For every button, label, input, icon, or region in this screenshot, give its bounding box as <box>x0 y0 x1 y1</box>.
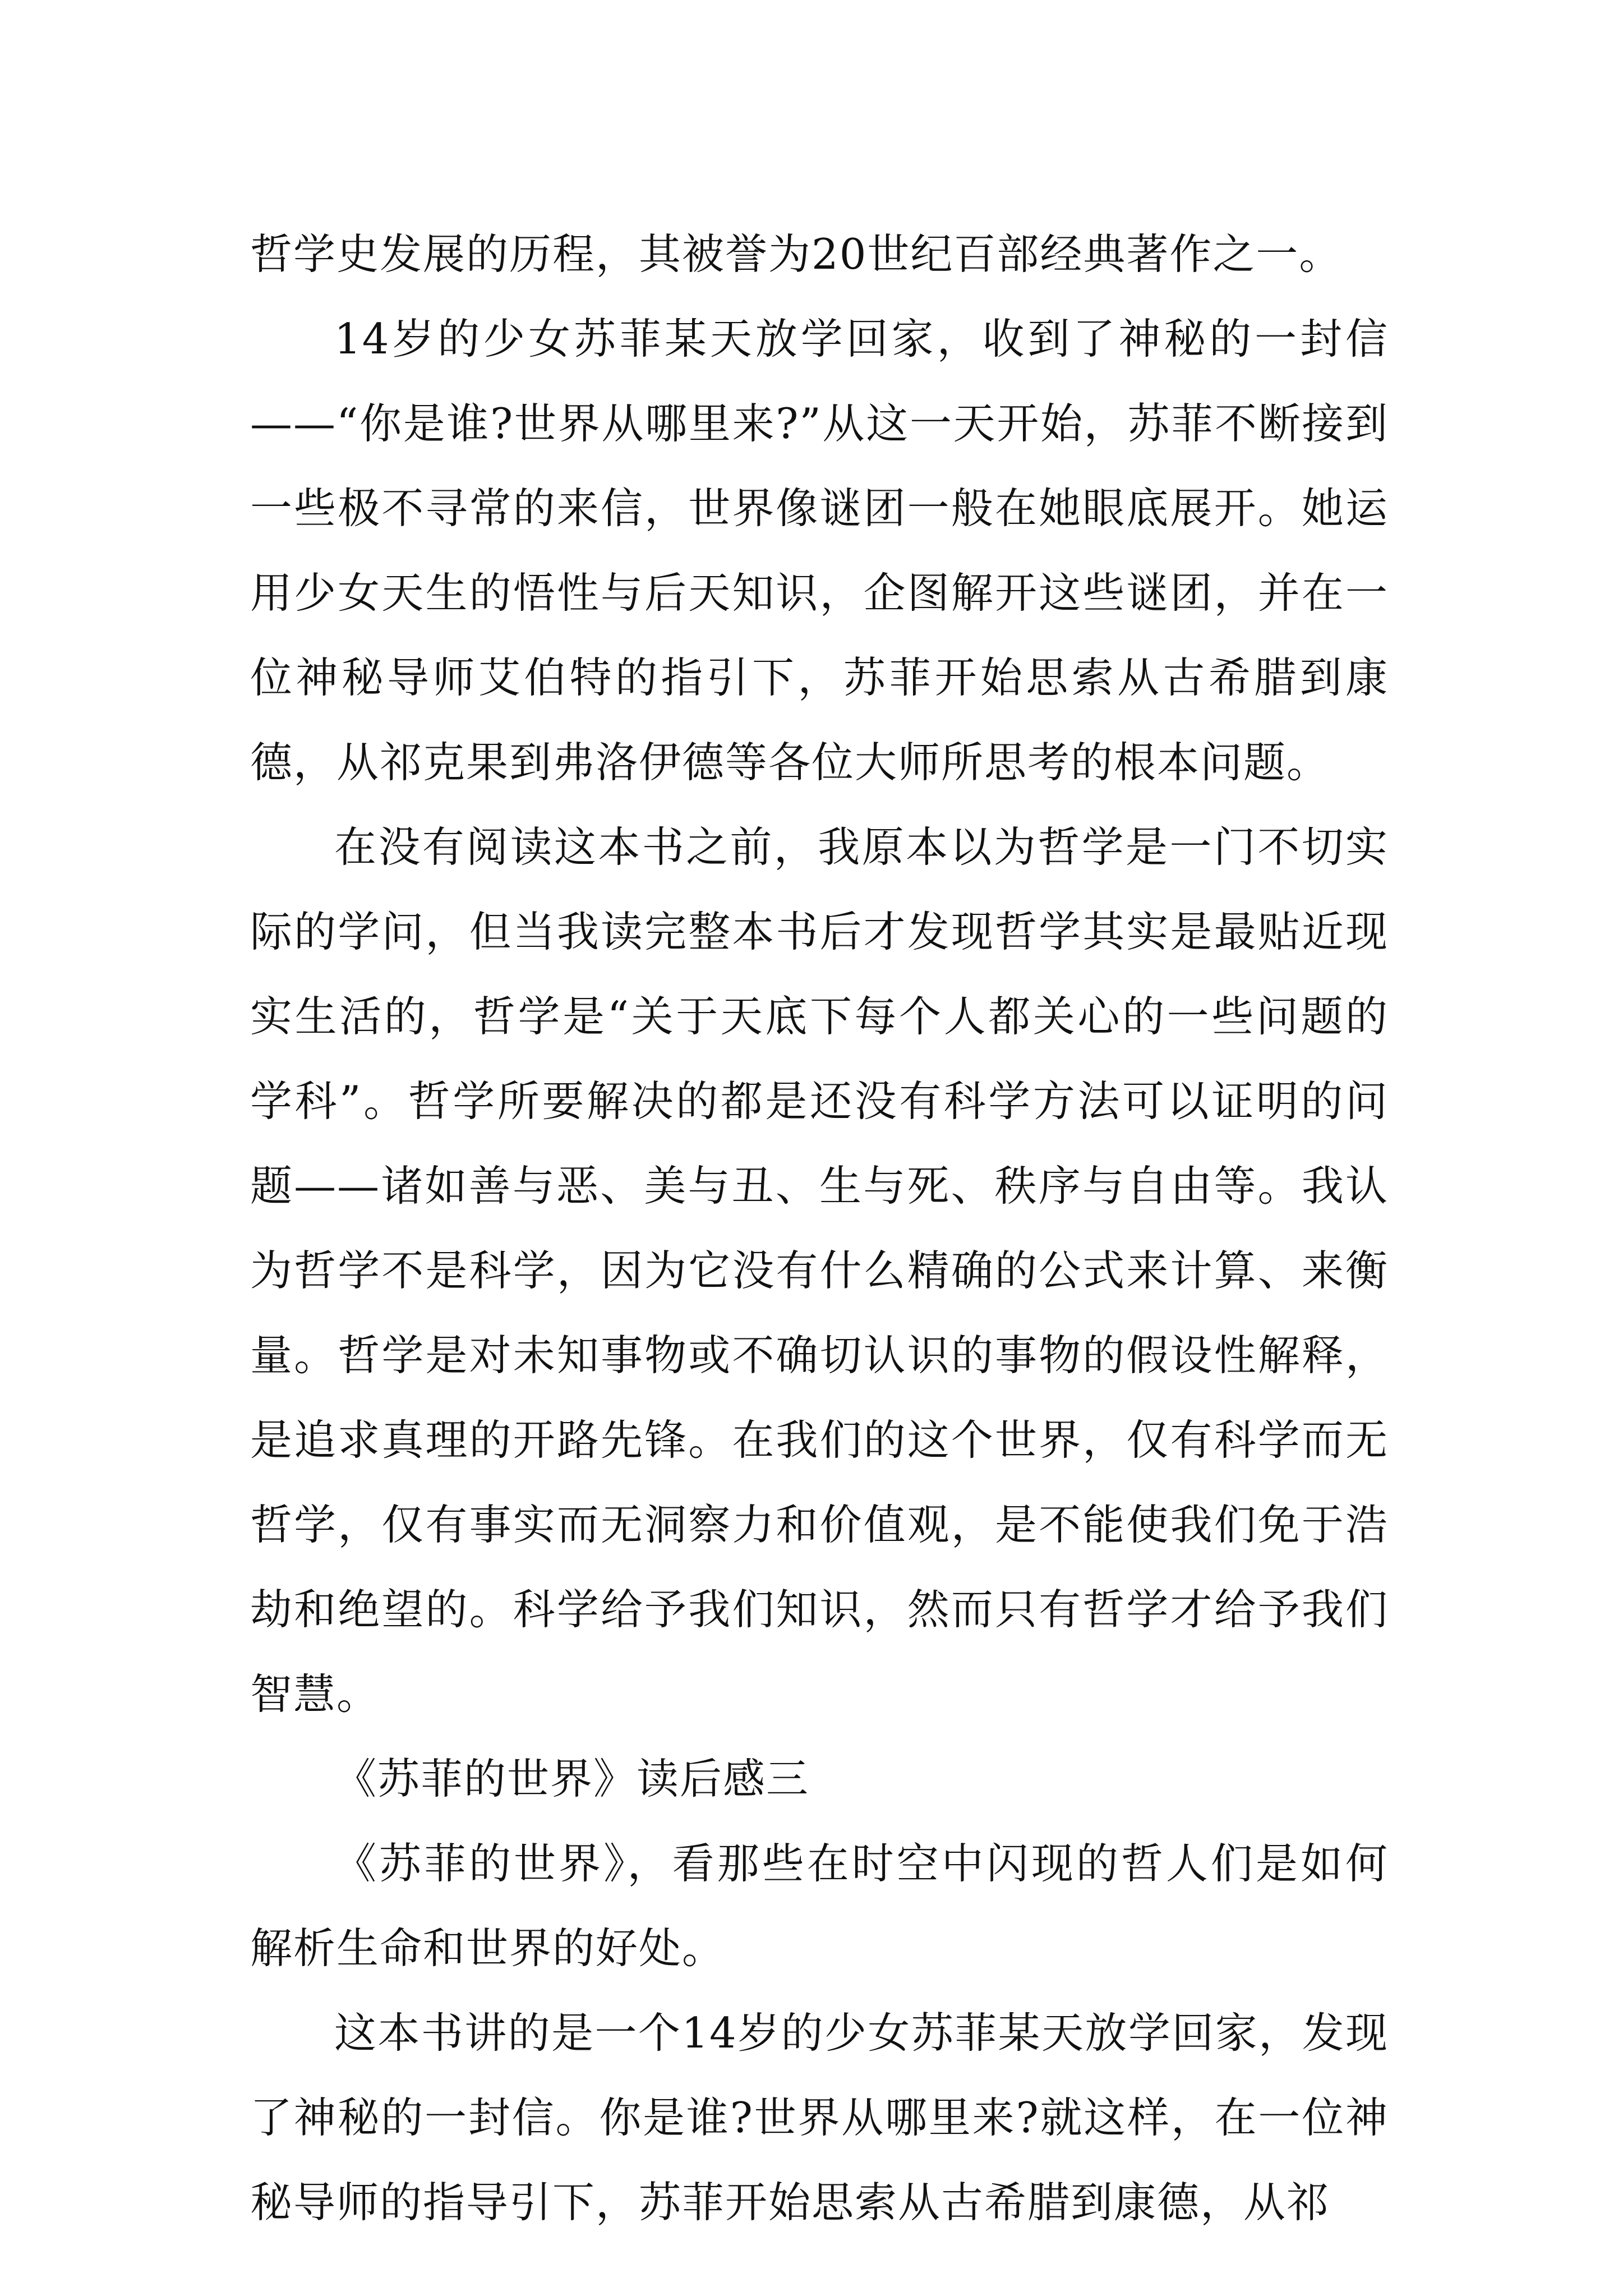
paragraph-continuation: 哲学史发展的历程，其被誉为20世纪百部经典著作之一。 <box>250 229 1343 279</box>
paragraph-book-summary: 14岁的少女苏菲某天放学回家，收到了神秘的一封信——“你是谁?世界从哪里来?”从这一天开始，苏菲不断接到一些极不寻常的来信，世界像谜团一般在她眼底展开。她运用少女天生的悟性与后天知识，企图解开这些谜团，并在一位神秘导师艾伯特的指引下，苏菲开始思索从古希腊到康德，从祁克果到弗洛伊德等各位大师所思考的根本问题。 <box>250 314 1389 787</box>
paragraph-story-summary: 这本书讲的是一个14岁的少女苏菲某天放学回家，发现了神秘的一封信。你是谁?世界从哪里来?就这样，在一位神秘导师的指导引下，苏菲开始思索从古希腊到康德，从祁 <box>250 2008 1389 2227</box>
section-heading: 《苏菲的世界》读后感三 <box>334 1754 810 1803</box>
paragraph-philosophy-reflection: 在没有阅读这本书之前，我原本以为哲学是一门不切实际的学问，但当我读完整本书后才发现哲学其实是最贴近现实生活的，哲学是“关于天底下每个人都关心的一些问题的学科”。哲学所要解决的都是还没有科学方法可以证明的问题——诸如善与恶、美与丑、生与死、秩序与自由等。我认为哲学不是科学，因为它没有什么精确的公式来计算、来衡量。哲学是对未知事物或不确切认识的事物的假设性解释，是追求真理的开路先锋。在我们的这个世界，仅有科学而无哲学，仅有事实而无洞察力和价值观，是不能使我们免于浩劫和绝望的。科学给予我们知识，然而只有哲学才给予我们智慧。 <box>250 822 1389 1719</box>
document-body <box>250 212 1389 2245</box>
paragraph-section-intro: 《苏菲的世界》，看那些在时空中闪现的哲人们是如何解析生命和世界的好处。 <box>250 1839 1389 1973</box>
